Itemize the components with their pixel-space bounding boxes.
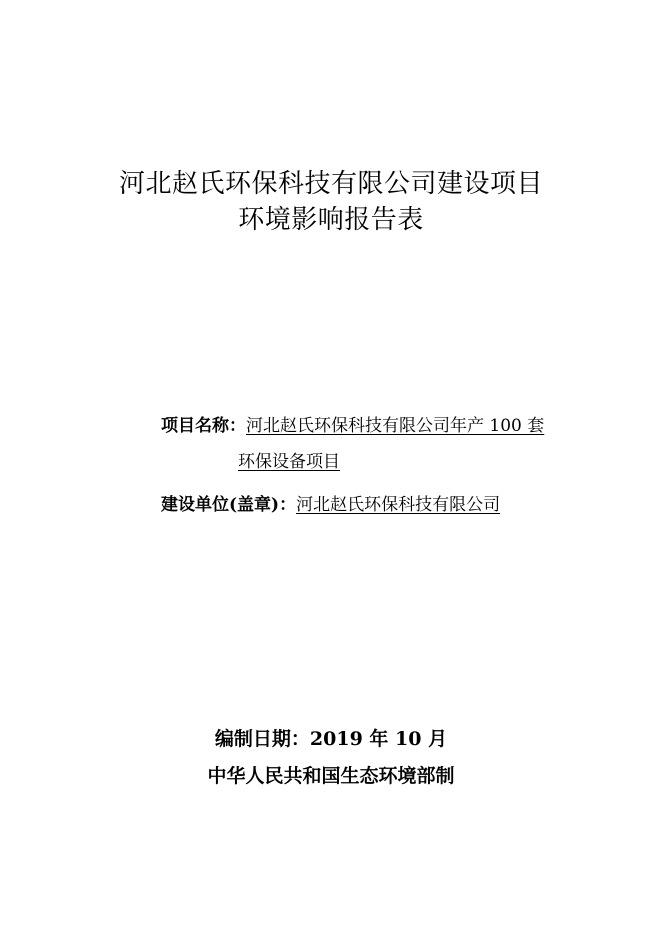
report-title-line-1: 河北赵氏环保科技有限公司建设项目: [118, 169, 543, 199]
project-name-value-line-1: 河北赵氏环保科技有限公司年产 100 套: [246, 416, 545, 436]
compile-date: 编制日期：2019 年 10 月: [214, 728, 448, 750]
project-name-label: 项目名称：: [161, 416, 246, 436]
builder-field: [161, 494, 500, 516]
project-name-continuation: [238, 451, 340, 473]
issuing-ministry: 中华人民共和国生态环境部制: [207, 765, 455, 787]
project-name-field: [161, 415, 544, 437]
builder-label: 建设单位(盖章)：: [161, 495, 297, 515]
project-name-value-line-2: 环保设备项目: [238, 452, 340, 472]
report-title-line-2: 环境影响报告表: [238, 205, 424, 235]
builder-value: 河北赵氏环保科技有限公司: [296, 495, 501, 515]
